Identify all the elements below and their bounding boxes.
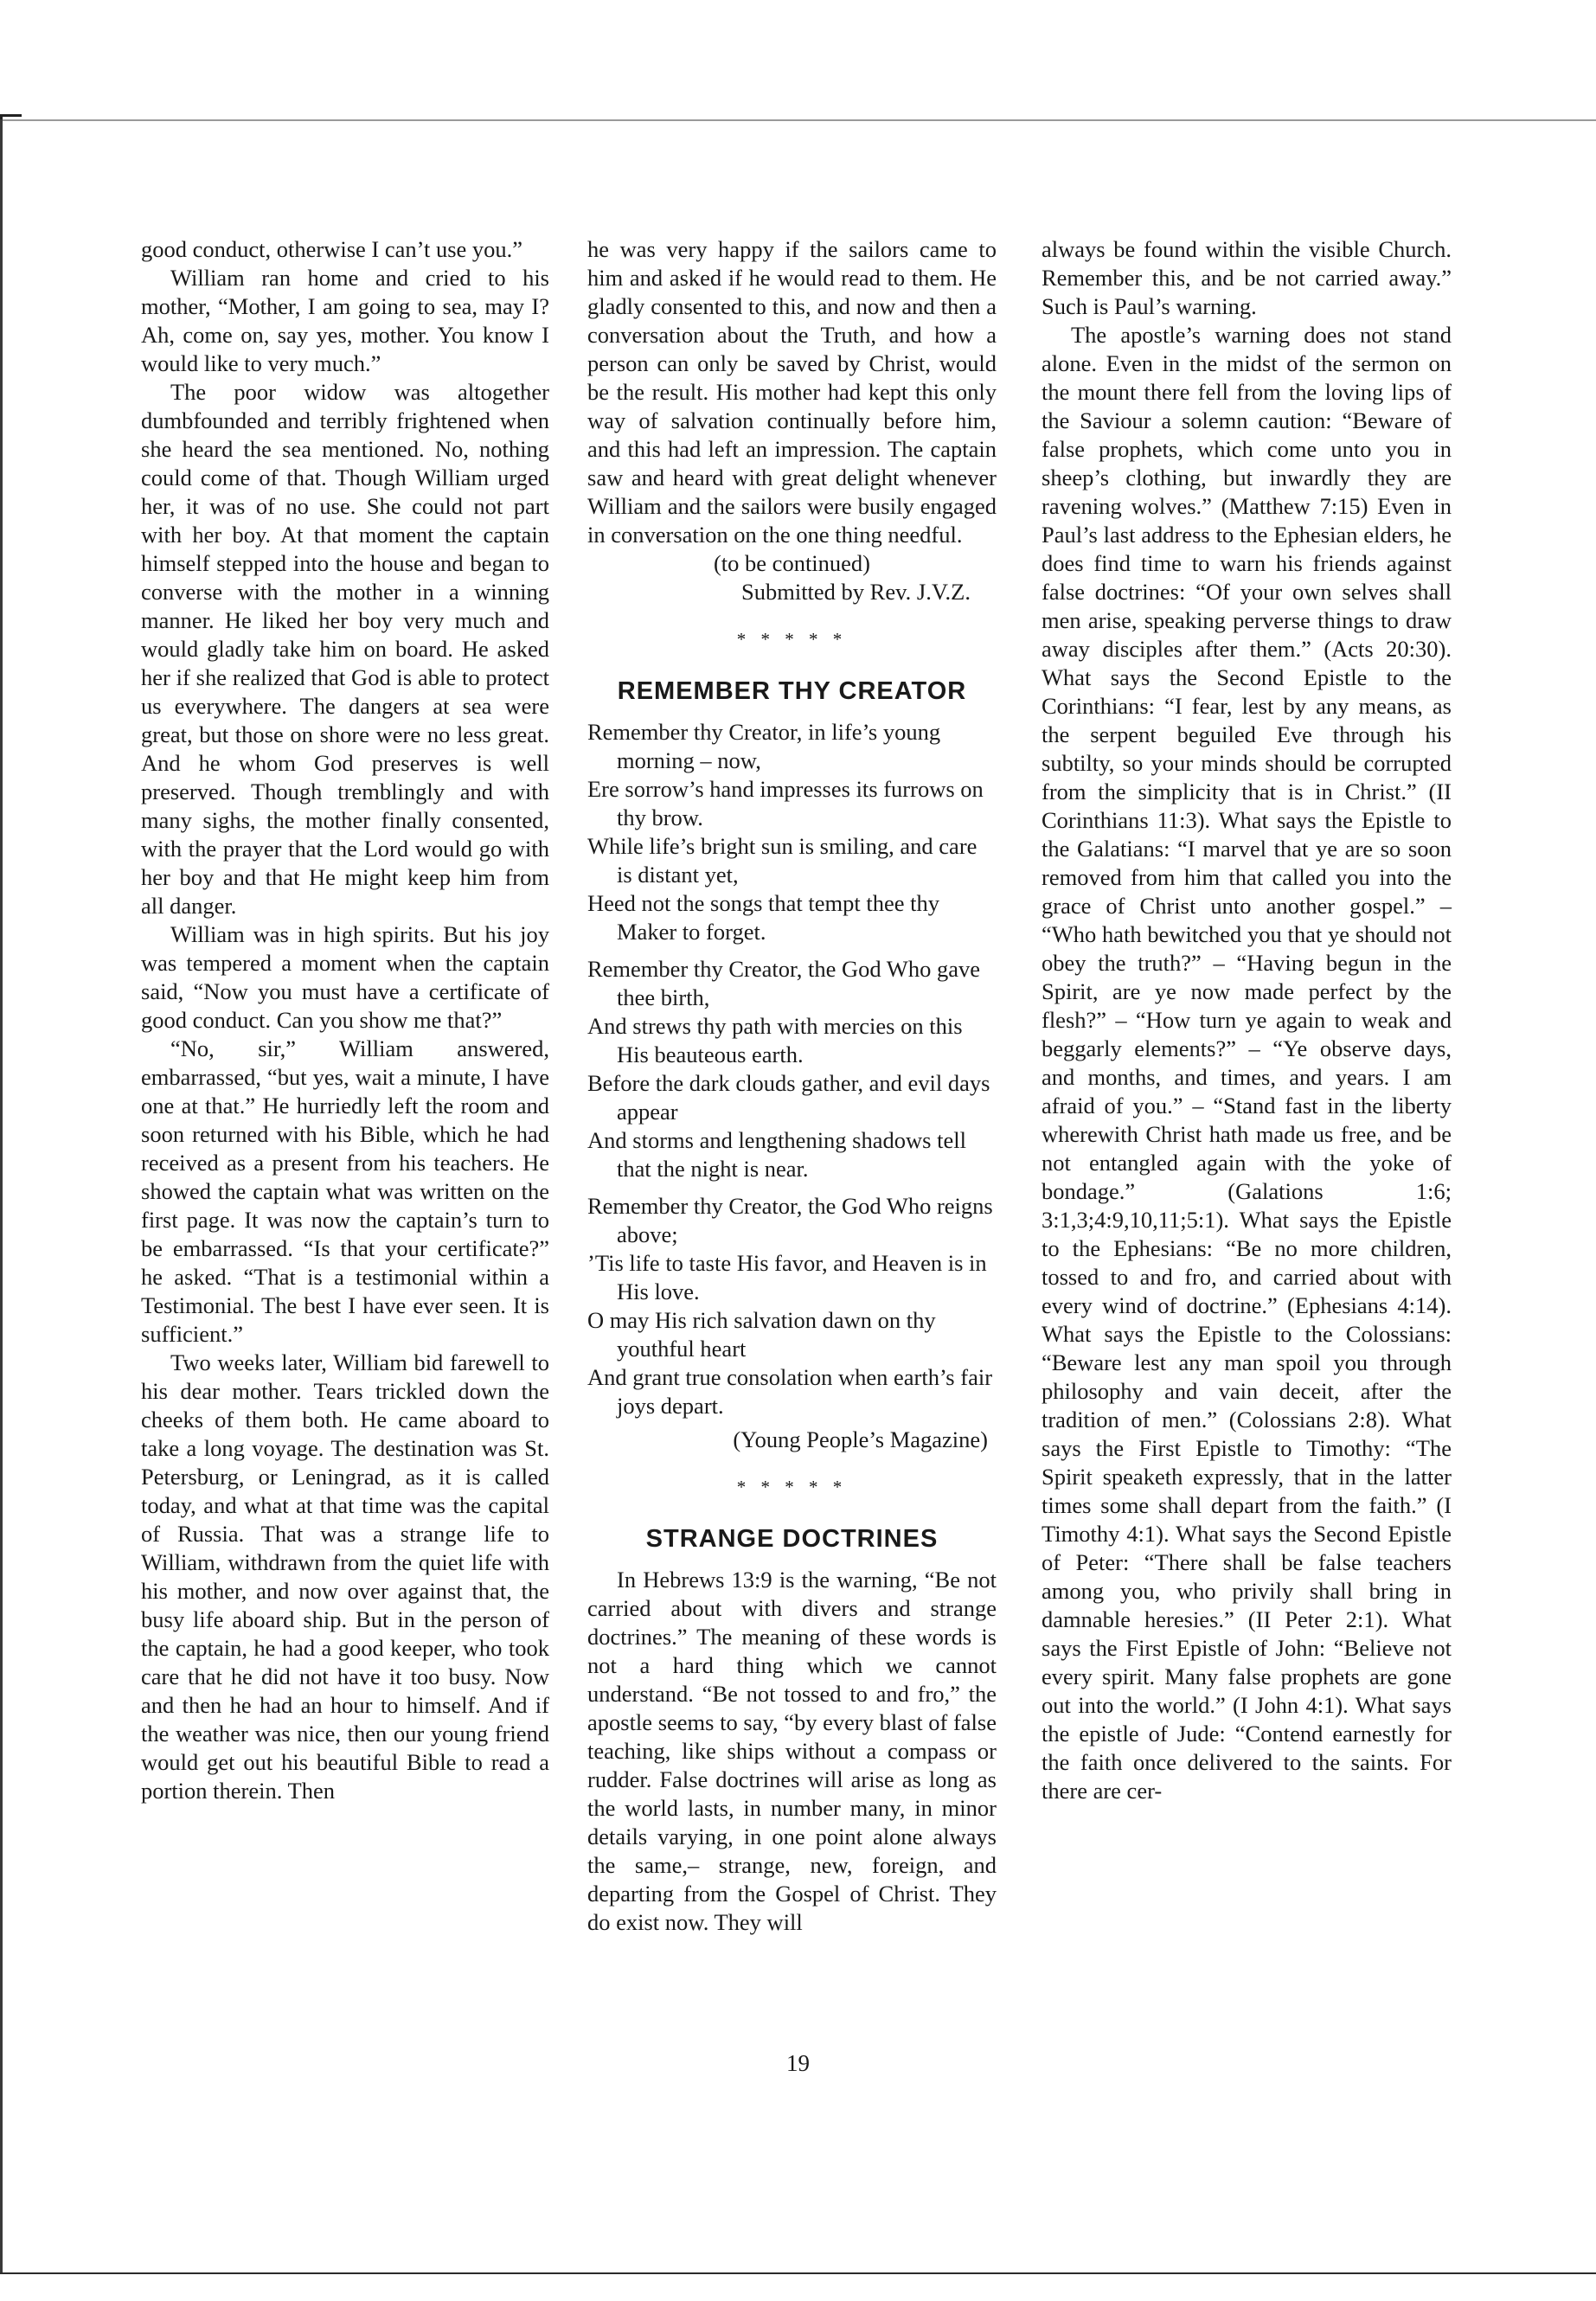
story-paragraph: The poor widow was altogether dumbfounded and terribly frightened when she heard the sea mentioned. No, nothing could come of that. Though William urged her, it was of no use. She could not part with her boy. At that moment the captain himself stepped into the house and began to converse with the mother in a winning manner. He liked her boy very much and would gladly take him on board. He asked her if she realized that God is able to protect us everywhere. The dangers at sea were great, but those on shore were no less great. And he whom God preserves is well preserved. Though tremblingly and with many sighs, the mother finally consented, with the prayer that the Lord would go with her boy and that He might keep him from all danger.	[141, 379, 549, 919]
story-paragraph: William ran home and cried to his mother, “Mother, I am going to sea, may I? Ah, come on, say yes, mother. You know I would like to very much.”	[141, 265, 549, 376]
page-number: 19	[786, 2050, 810, 2076]
continued-note: (to be continued)	[713, 550, 871, 576]
poem-line: Heed not the songs that tempt thee thy Maker to forget.	[587, 890, 939, 945]
poem-line: While life’s bright sun is smiling, and care is distant yet,	[587, 833, 977, 888]
page-corner-mark	[0, 114, 22, 129]
poem-title: REMEMBER THY CREATOR	[617, 677, 967, 705]
submitted-by: Submitted by Rev. J.V.Z.	[740, 579, 971, 605]
poem-line: Remember thy Creator, in life’s young morning – now,	[587, 719, 941, 773]
poem-source: (Young People’s Magazine)	[733, 1426, 988, 1452]
poem-line: Remember thy Creator, the God Who reigns above;	[587, 1193, 993, 1247]
page-edge-top	[0, 119, 1596, 121]
story-paragraph: Two weeks later, William bid farewell to his dear mother. Tears trickled down the cheeks of them both. He came aboard to take a long voyage. The destination was St. Petersburg, or Leningrad, as it is called today, and what at that time was the capital of Russia. That was a strange life to William, withdrawn from the quiet life with his mother, and now over against that, the busy life aboard ship. But in the person of the captain, he had a good keeper, who took care that he did not have it too busy. Now and then he had an hour to himself. And if the weather was nice, then our young friend would get out his beautiful Bible to read a portion therein. Then	[141, 1349, 549, 1804]
story-paragraph: William was in high spirits. But his joy was tempered a moment when the captain said, “Now you must have a certificate of good conduct. Can you show me that?”	[141, 921, 549, 1033]
article-paragraph: In Hebrews 13:9 is the warning, “Be not carried about with divers and strange doctrines.” The meaning of these words is not a hard thing which we cannot understand. “Be not tossed to and fro,” the apostle seems to say, “by every blast of false teaching, like ships without a compass or rudder. False doctrines will arise as long as the world lasts, in number many, in minor details varying, in one point alone always the same,– strange, new, foreign, and departing from the Gospel of Christ. They do exist now. They will	[587, 1567, 997, 1935]
column-right	[1042, 235, 1452, 1805]
article-title: STRANGE DOCTRINES	[645, 1525, 939, 1553]
story-paragraph: “No, sir,” William answered, embarrassed, “but yes, wait a minute, I have one at that.” He hurriedly left the room and soon returned with his Bible, which he had received as a present from his teachers. He showed the captain what was written on the first page. It was now the captain’s turn to be embarrassed. “Is that your certificate?” he asked. “That is a testimonial within a Testimonial. The best I have ever seen. It is sufficient.”	[141, 1035, 549, 1347]
page-edge-left	[0, 119, 3, 2273]
poem-line: And strews thy path with mercies on this His beauteous earth.	[587, 1013, 963, 1067]
column-left	[141, 235, 549, 1805]
article-paragraph: always be found within the visible Church. Remember this, and be not carried away.” Such is Paul’s warning.	[1042, 236, 1452, 319]
section-divider: * * * * *	[736, 1477, 848, 1497]
story-paragraph: he was very happy if the sailors came to him and asked if he would read to them. He gladly consented to this, and now and then a conversation about the Truth, and how a person can only be saved by Christ, would be the result. His mother had kept this only way of salvation continually before him, and this had left an impression. The captain saw and heard with great delight whenever William and the sailors were busily engaged in conversation on the one thing needful.	[587, 236, 997, 548]
page-edge-bottom	[0, 2272, 1596, 2274]
poem-line: And grant true consolation when earth’s fair joys depart.	[587, 1364, 993, 1419]
section-divider: * * * * *	[736, 629, 848, 650]
poem-line: O may His rich salvation dawn on thy youthful heart	[587, 1307, 936, 1362]
poem	[587, 718, 997, 1420]
poem-line: Ere sorrow’s hand impresses its furrows on thy brow.	[587, 776, 984, 830]
story-paragraph: good conduct, otherwise I can’t use you.”	[141, 236, 523, 262]
article-paragraph: The apostle’s warning does not stand alone. Even in the midst of the sermon on the mount there fell from the loving lips of the Saviour a solemn caution: “Beware of false prophets, which come unto you in sheep’s clothing, but inwardly they are ravening wolves.” (Matthew 7:15) Even in Paul’s last address to the Ephesian elders, he does find time to warn his friends against false doctrines: “Of your own selves shall men arise, speaking perverse things to draw away disciples after them.” (Acts 20:30). What says the Second Epistle to the Corinthians: “I fear, lest by any means, as the serpent beguiled Eve through his subtilty, so your minds should be corrupted from the simplicity that is in Christ.” (II Corinthians 11:3). What says the Epistle to the Galatians: “I marvel that ye are so soon removed from him that called you into the grace of Christ unto another gospel.” – “Who hath bewitched you that ye should not obey the truth?” – “Having begun in the Spirit, are ye now made perfect by the flesh?” – “How turn ye again to weak and beggarly elements?” – “Ye observe days, and months, and times, and years. I am afraid of you.” – “Stand fast in the liberty wherewith Christ hath made us free, and be not entangled again with the yoke of bondage.” (Galations 1:6; 3:1,3;4:9,10,11;5:1). What says the Epistle to the Ephesians: “Be no more children, tossed to and fro, and carried about with every wind of doctrine.” (Ephesians 4:14). What says the Epistle to the Colossians: “Beware lest any man spoil you through philosophy and vain deceit, after the tradition of men.” (Colossians 2:8). What says the First Epistle to Timothy: “The Spirit speaketh expressly, that in the latter times some shall depart from the faith.” (I Timothy 4:1). What says the Second Epistle of Peter: “There shall be false teachers among you, who privily shall bring in damnable heresies.” (II Peter 2:1). What says the First Epistle of John: “Believe not every spirit. Many false prophets are gone out into the world.” (I John 4:1). What says the epistle of Jude: “Contend earnestly for the faith once delivered to the saints. For there are cer-	[1042, 322, 1452, 1804]
column-middle	[587, 235, 997, 1937]
poem-line: Remember thy Creator, the God Who gave thee birth,	[587, 956, 980, 1010]
poem-line: And storms and lengthening shadows tell that the night is near.	[587, 1127, 966, 1182]
poem-line: Before the dark clouds gather, and evil days appear	[587, 1070, 990, 1125]
poem-line: ’Tis life to taste His favor, and Heaven is in His love.	[587, 1250, 987, 1304]
